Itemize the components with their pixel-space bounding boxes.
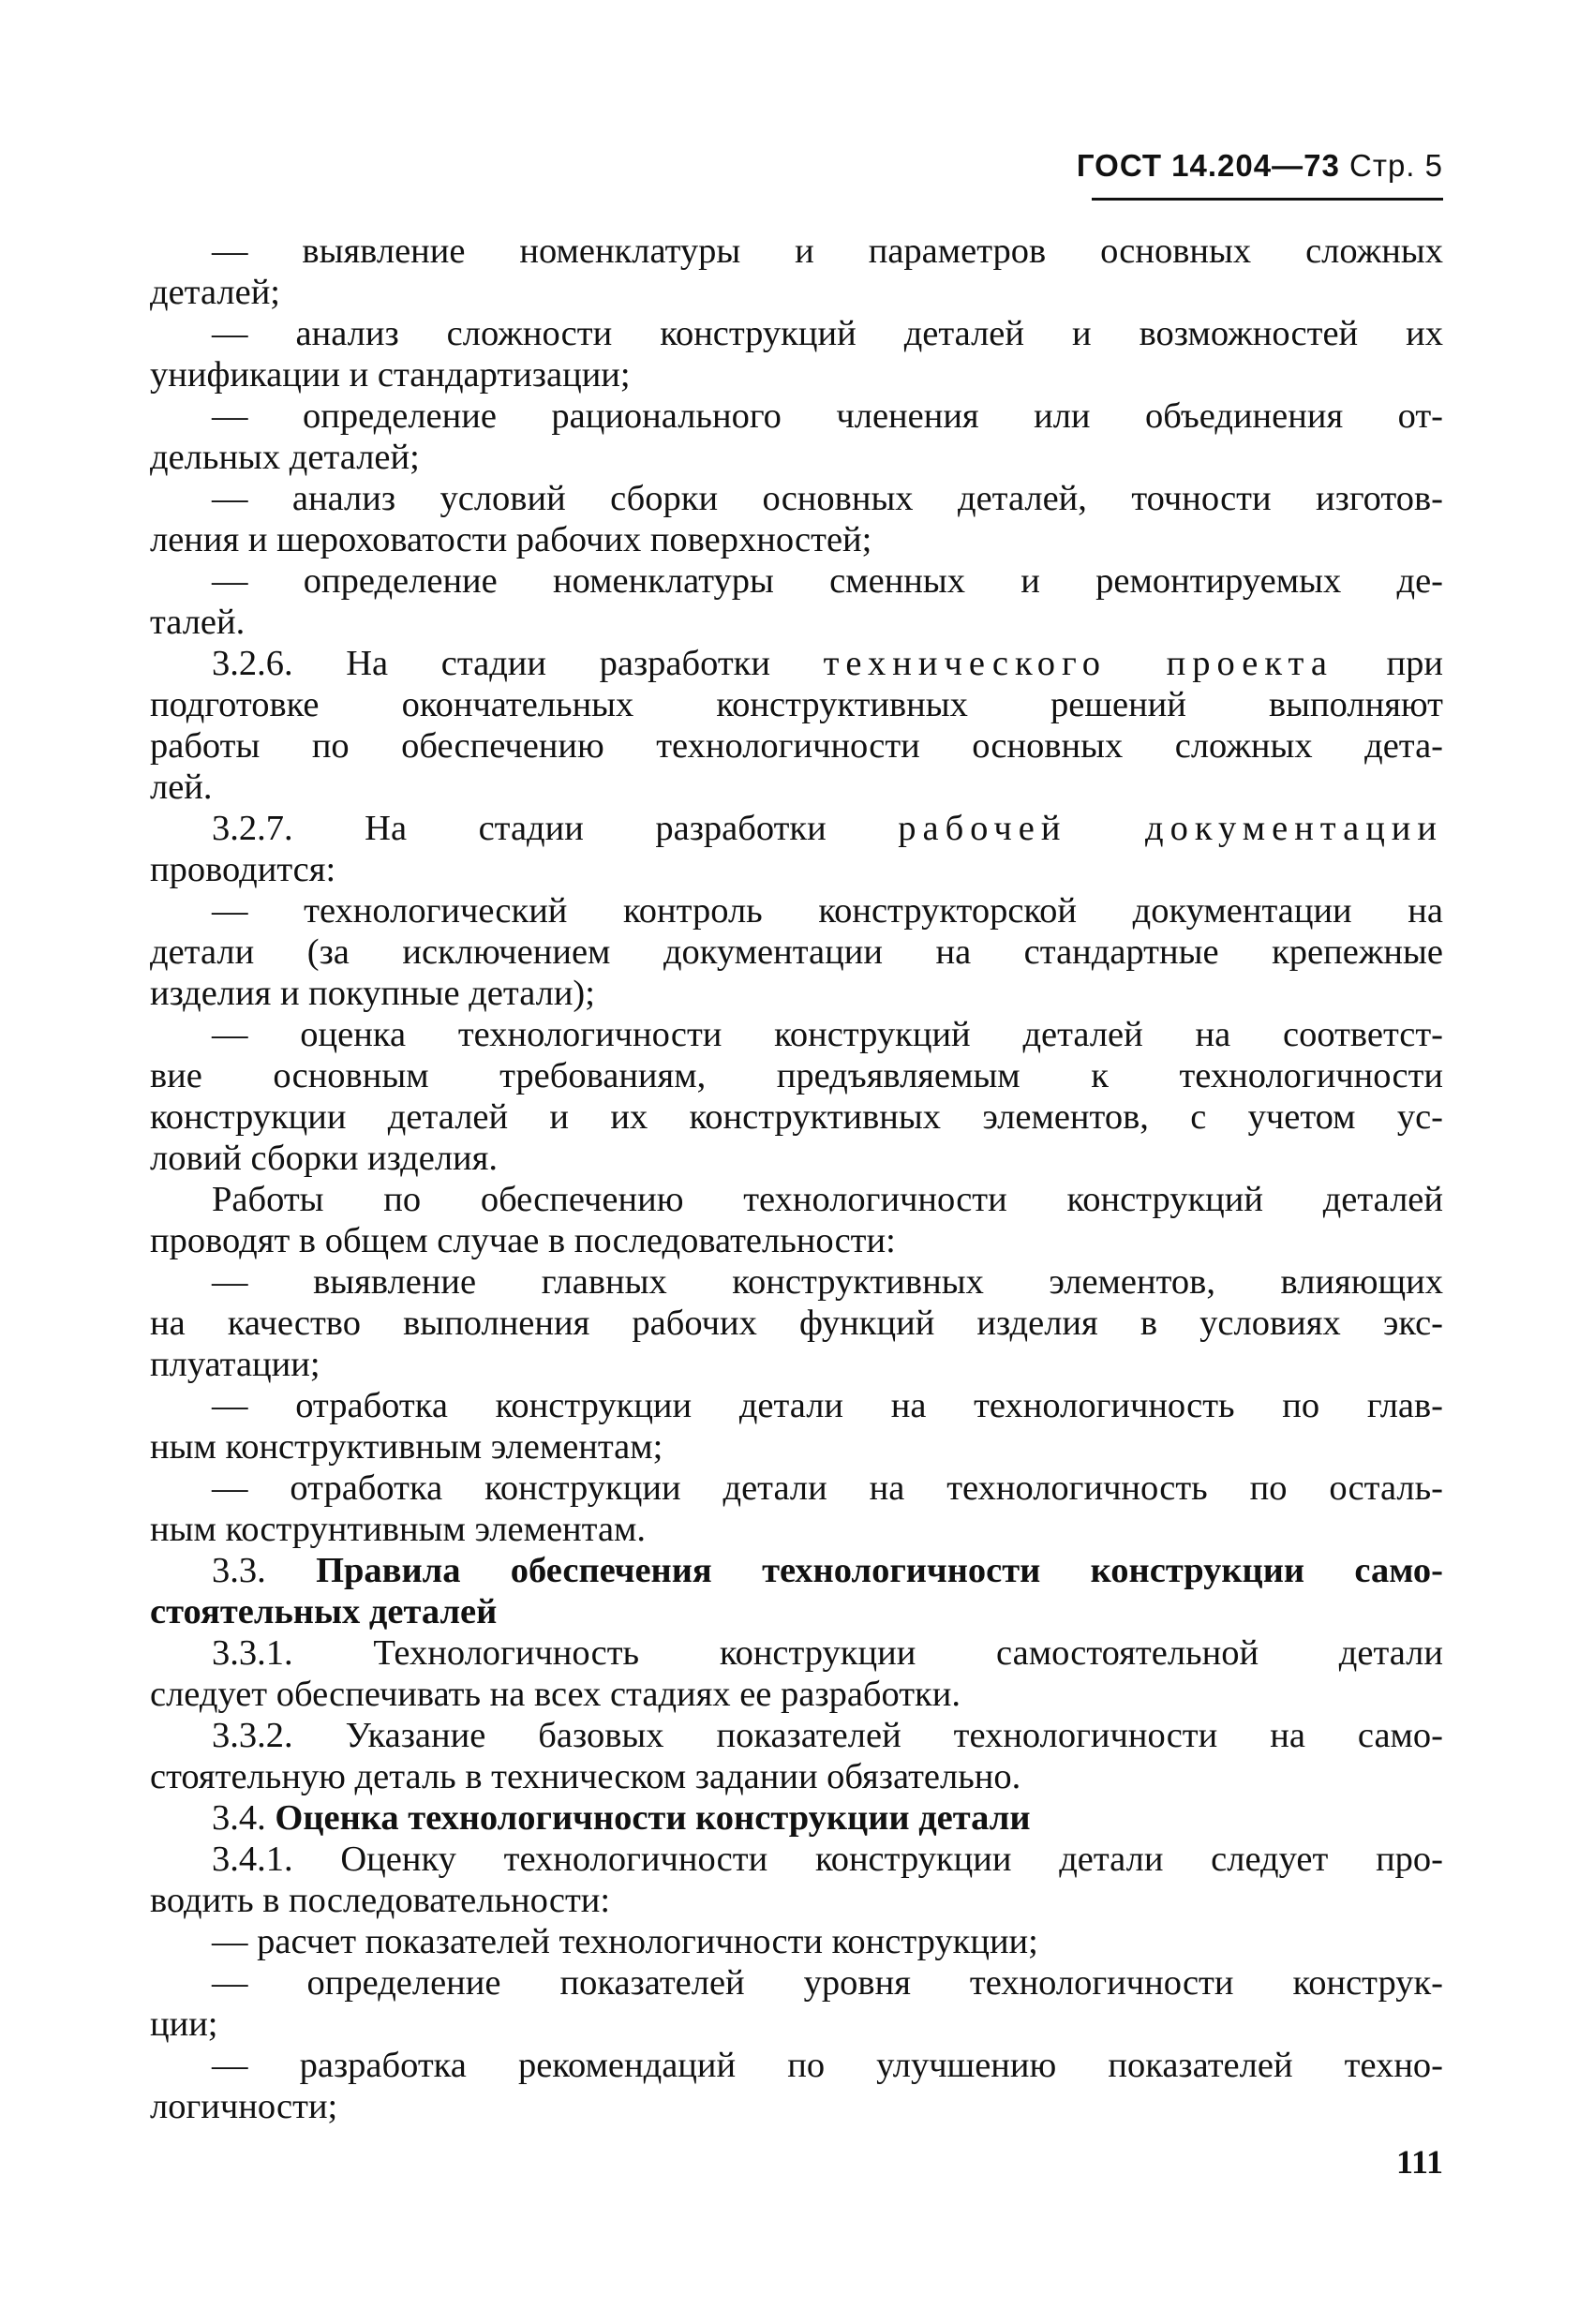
page-label-number: 5 [1424, 148, 1443, 183]
section-3-2-7-line [150, 808, 1443, 849]
text-line: — определение показателей уровня технологичности конструк- [212, 1963, 1443, 2003]
text-line: — расчет показателей технологичности конструкции; [212, 1922, 1038, 1961]
text-line: деталей; [150, 273, 280, 312]
header-rule [1092, 198, 1443, 201]
text-line: лей. [150, 767, 213, 807]
section-3-3-title: Правила обеспечения технологичности конструкции само- [316, 1551, 1443, 1590]
text-line: проводится: [150, 850, 336, 889]
text-line: — определение номенклатуры сменных и ремонтируемых де- [212, 561, 1443, 601]
text-line: конструкции деталей и их конструктивных элементов, с учетом ус- [150, 1097, 1443, 1137]
technical-project-term: технического проекта [823, 644, 1333, 683]
text-line: дельных деталей; [150, 438, 420, 477]
text-line: унификации и стандартизации; [150, 355, 631, 395]
page-number: 111 [1395, 2143, 1443, 2181]
section-3-3-title-cont: стоятельных деталей [150, 1592, 498, 1631]
text-line: ным конструктивным элементам; [150, 1427, 663, 1467]
text-line: стоятельную деталь в техническом задании обязательно. [150, 1757, 1021, 1796]
section-3-3-heading [150, 1550, 1443, 1591]
text-line: — оценка технологичности конструкций деталей на соответст- [212, 1015, 1443, 1054]
section-3-2-6-lead: 3.2.6. На стадии разработки [212, 644, 770, 683]
section-3-2-6-tail: при [1386, 644, 1444, 683]
text-line: ловий сборки изделия. [150, 1139, 498, 1178]
text-line: подготовке окончательных конструктивных решений выполняют [150, 685, 1443, 724]
text-line: — технологический контроль конструкторской документации на [212, 891, 1443, 931]
section-3-3-number: 3.3. [212, 1551, 266, 1590]
text-line: ции; [150, 2004, 218, 2044]
section-3-4-title: Оценка технологичности конструкции детали [275, 1798, 1031, 1838]
text-line: водить в последовательности: [150, 1881, 611, 1920]
text-line: проводят в общем случае в последовательности: [150, 1221, 896, 1260]
text-line: работы по обеспечению технологичности основных сложных дета- [150, 726, 1443, 766]
section-3-2-6-line [150, 643, 1443, 684]
text-line: талей. [150, 603, 246, 642]
text-line: — анализ условий сборки основных деталей, точности изготов- [212, 479, 1443, 518]
text-line: вие основным требованиям, предъявляемым к технологичности [150, 1056, 1443, 1095]
text-line: ления и шероховатости рабочих поверхностей; [150, 520, 872, 559]
text-line: на качество выполнения рабочих функций изделия в условиях экс- [150, 1304, 1443, 1343]
page-label: Стр. [1349, 148, 1416, 183]
text-line: ным кострунтивным элементам. [150, 1510, 647, 1549]
text-line: — выявление главных конструктивных элементов, влияющих [212, 1262, 1443, 1302]
text-line: 3.3.1. Технологичность конструкции самостоятельной детали [212, 1633, 1443, 1673]
standard-designation: ГОСТ 14.204—73 [1076, 148, 1340, 183]
text-line: — разработка рекомендаций по улучшению показателей техно- [212, 2046, 1443, 2085]
text-line: — отработка конструкции детали на технологичность по глав- [212, 1386, 1443, 1425]
text-line: — анализ сложности конструкций деталей и возможностей их [212, 314, 1443, 353]
text-line: плуатации; [150, 1345, 320, 1384]
text-line: логичности; [150, 2087, 338, 2126]
working-documentation-term: рабочей документации [898, 809, 1443, 848]
text-line: изделия и покупные детали); [150, 974, 595, 1013]
text-line: — определение рационального членения или объединения от- [212, 396, 1443, 436]
text-line: детали (за исключением документации на стандартные крепежные [150, 932, 1443, 972]
document-body [150, 231, 1443, 2127]
text-line: — отработка конструкции детали на технологичность по осталь- [212, 1468, 1443, 1508]
text-line: следует обеспечивать на всех стадиях ее разработки. [150, 1675, 961, 1714]
section-3-2-7-lead: 3.2.7. На стадии разработки [212, 809, 827, 848]
text-line: Работы по обеспечению технологичности конструкций деталей [212, 1180, 1443, 1219]
text-line: 3.4.1. Оценку технологичности конструкции детали следует про- [212, 1840, 1443, 1879]
section-3-4-number: 3.4. [212, 1798, 266, 1838]
text-line: 3.3.2. Указание базовых показателей технологичности на само- [212, 1716, 1443, 1755]
running-header [975, 148, 1443, 187]
text-line: — выявление номенклатуры и параметров основных сложных [212, 231, 1443, 271]
section-3-4-heading [150, 1797, 1443, 1839]
